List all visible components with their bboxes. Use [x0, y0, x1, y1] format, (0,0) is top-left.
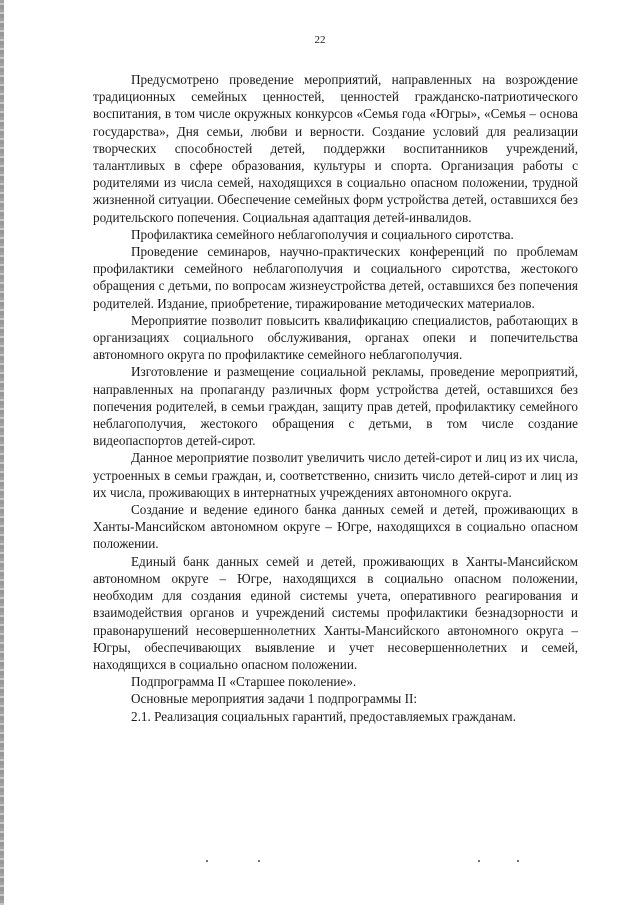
scan-edge: [0, 0, 4, 905]
paragraph: Мероприятие позволит повысить квалификацию специалистов, работающих в организациях социального обслуживания, органах опеки и попечительства автономного округа по профилактике семейного неблагополучия.: [93, 312, 578, 363]
scan-specks: [0, 860, 640, 866]
paragraph: Предусмотрено проведение мероприятий, направленных на возрождение традиционных семейных ценностей, ценностей гражданско-патриотического воспитания, в том числе окружных конкурсов «Семья года «Югры», «Семья – основа государства», Дня семьи, любви и верности. Создание условий для реализации творческих способностей детей, поддержки воспитанников учреждений, талантливых в сфере образования, культуры и спорта. Организация работы с родителями из числа семей, находящихся в социально опасном положении, трудной жизненной ситуации. Обеспечение семейных форм устройства детей, оставшихся без родительского попечения. Социальная адаптация детей-инвалидов.: [93, 72, 578, 225]
paragraph: Профилактика семейного неблагополучия и социального сиротства.: [131, 226, 514, 242]
page-number: 22: [314, 34, 326, 46]
paragraph: Единый банк данных семей и детей, проживающих в Ханты-Мансийском автономном округе – Югре, находящихся в социально опасном положении, необходим для создания единой системы учета, оперативного реагирования и взаимодействия органов и учреждений системы профилактики безнадзорности и правонарушений несовершеннолетних Ханты-Мансийского автономного округа – Югры, обеспечивающих выявление и учет несовершеннолетних и семей, находящихся в социально опасном положении.: [93, 553, 578, 672]
paragraph: Проведение семинаров, научно-практических конференций по проблемам профилактики семейного неблагополучия и социального сиротства, жестокого обращения с детьми, по вопросам жизнеустройства детей, оставшихся без попечения родителей. Издание, приобретение, тиражирование методических материалов.: [93, 244, 578, 311]
paragraph: Данное мероприятие позволит увеличить число детей-сирот и лиц из их числа, устроенных в семьи граждан, и, соответственно, снизить число детей-сирот и лиц из их числа, проживающих в интернатных учреждениях автономного округа.: [93, 450, 578, 500]
scan-speck: [478, 860, 480, 862]
paragraph: Изготовление и размещение социальной рекламы, проведение мероприятий, направленных на пропаганду различных форм устройства детей, оставшихся без попечения родителей, в семьи граждан, защиту прав детей, профилактику семейного неблагополучия, жестокого обращения с детьми, в том числе создание видеопаспортов детей-сирот.: [93, 364, 578, 449]
subprogram-heading: Подпрограмма II «Старшее поколение».: [131, 674, 357, 690]
paragraph: Основные мероприятия задачи 1 подпрограммы II:: [131, 691, 418, 707]
document-body: [93, 71, 578, 725]
paragraph: Создание и ведение единого банка данных семей и детей, проживающих в Ханты-Мансийском автономном округе – Югре, находящихся в социально опасном положении.: [93, 502, 578, 552]
paragraph: 2.1. Реализация социальных гарантий, предоставляемых гражданам.: [131, 708, 516, 724]
scan-speck: [206, 860, 208, 862]
scan-speck: [517, 860, 519, 862]
scan-speck: [258, 860, 260, 862]
